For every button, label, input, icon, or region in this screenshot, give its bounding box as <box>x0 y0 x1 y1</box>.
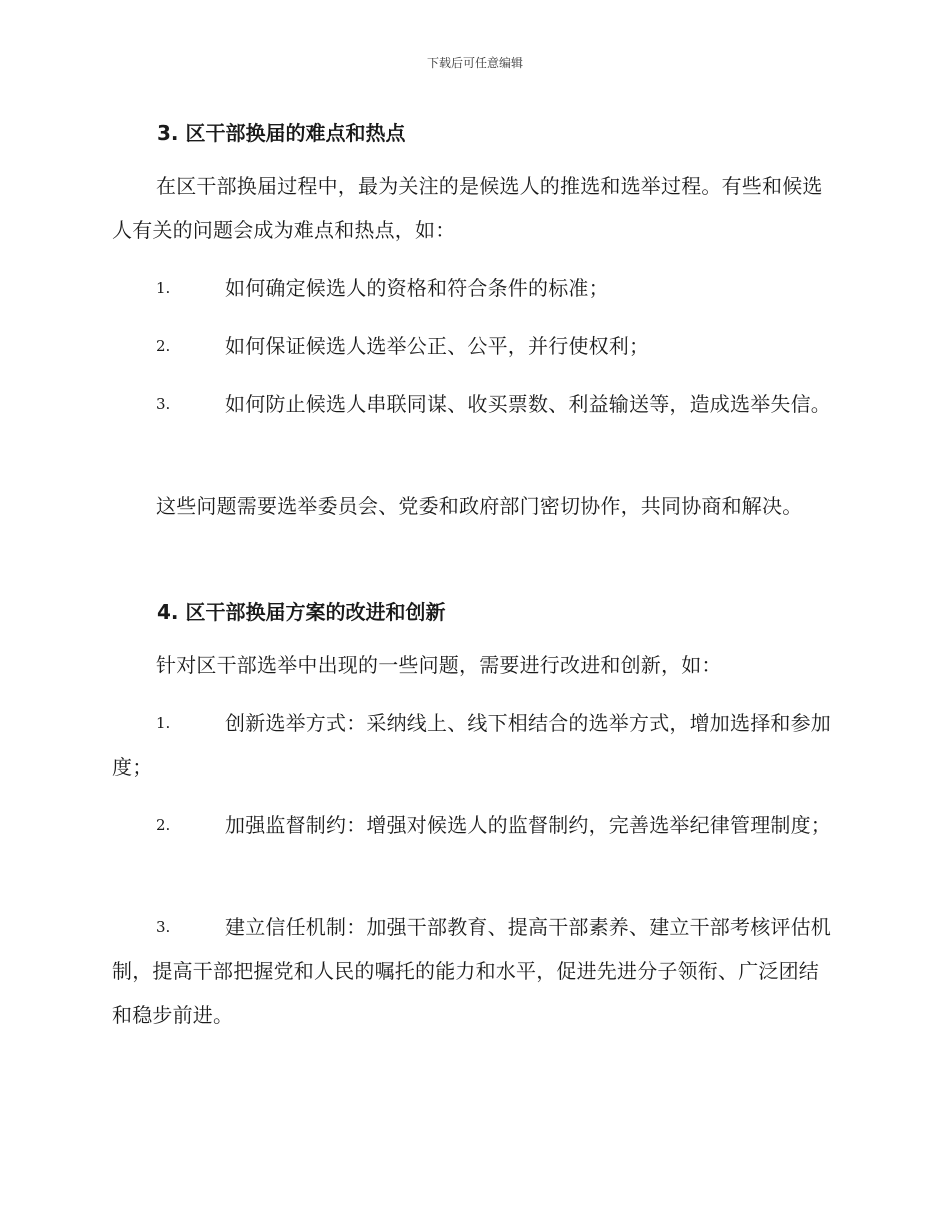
section4-item-2 <box>112 803 837 847</box>
list-item-text: 如何确定候选人的资格和符合条件的标准； <box>225 276 609 300</box>
list-number: 3. <box>156 395 171 413</box>
list-number: 2. <box>156 337 171 355</box>
section4-heading: 4. 区干部换届方案的改进和创新 <box>157 600 446 624</box>
section3-closing: 这些问题需要选举委员会、党委和政府部门密切协作，共同协商和解决。 <box>156 494 803 518</box>
list-number: 3. <box>156 918 171 936</box>
list-item-text: 加强监督制约：增强对候选人的监督制约，完善选举纪律管理制度； <box>225 813 831 837</box>
list-number: 1. <box>156 714 171 732</box>
list-item-text: 如何保证候选人选举公正、公平，并行使权利； <box>225 334 650 358</box>
list-item-text: 建立信任机制：加强干部教育、提高干部素养、建立干部考核评估机制，提高干部把握党和人民的嘱托的能力和水平，促进先进分子领衔、广泛团结和稳步前进。 <box>112 915 831 1027</box>
list-item-text: 创新选举方式：采纳线上、线下相结合的选举方式，增加选择和参加度； <box>112 711 831 779</box>
list-number: 1. <box>156 279 171 297</box>
section3-item-3 <box>112 382 837 426</box>
section4-item-1 <box>112 701 837 789</box>
section4-intro: 针对区干部选举中出现的一些问题，需要进行改进和创新，如： <box>156 653 722 677</box>
section3-item-2 <box>112 324 837 368</box>
section3-item-1 <box>112 266 837 310</box>
section3-intro: 在区干部换届过程中，最为关注的是候选人的推选和选举过程。有些和候选人有关的问题会成为难点和热点，如： <box>112 174 823 242</box>
list-number: 2. <box>156 816 171 834</box>
section4-item-3 <box>112 905 837 1037</box>
header-note: 下载后可任意编辑 <box>426 56 523 70</box>
section3-heading: 3. 区干部换届的难点和热点 <box>157 121 406 145</box>
list-item-text: 如何防止候选人串联同谋、收买票数、利益输送等，造成选举失信。 <box>225 392 831 416</box>
